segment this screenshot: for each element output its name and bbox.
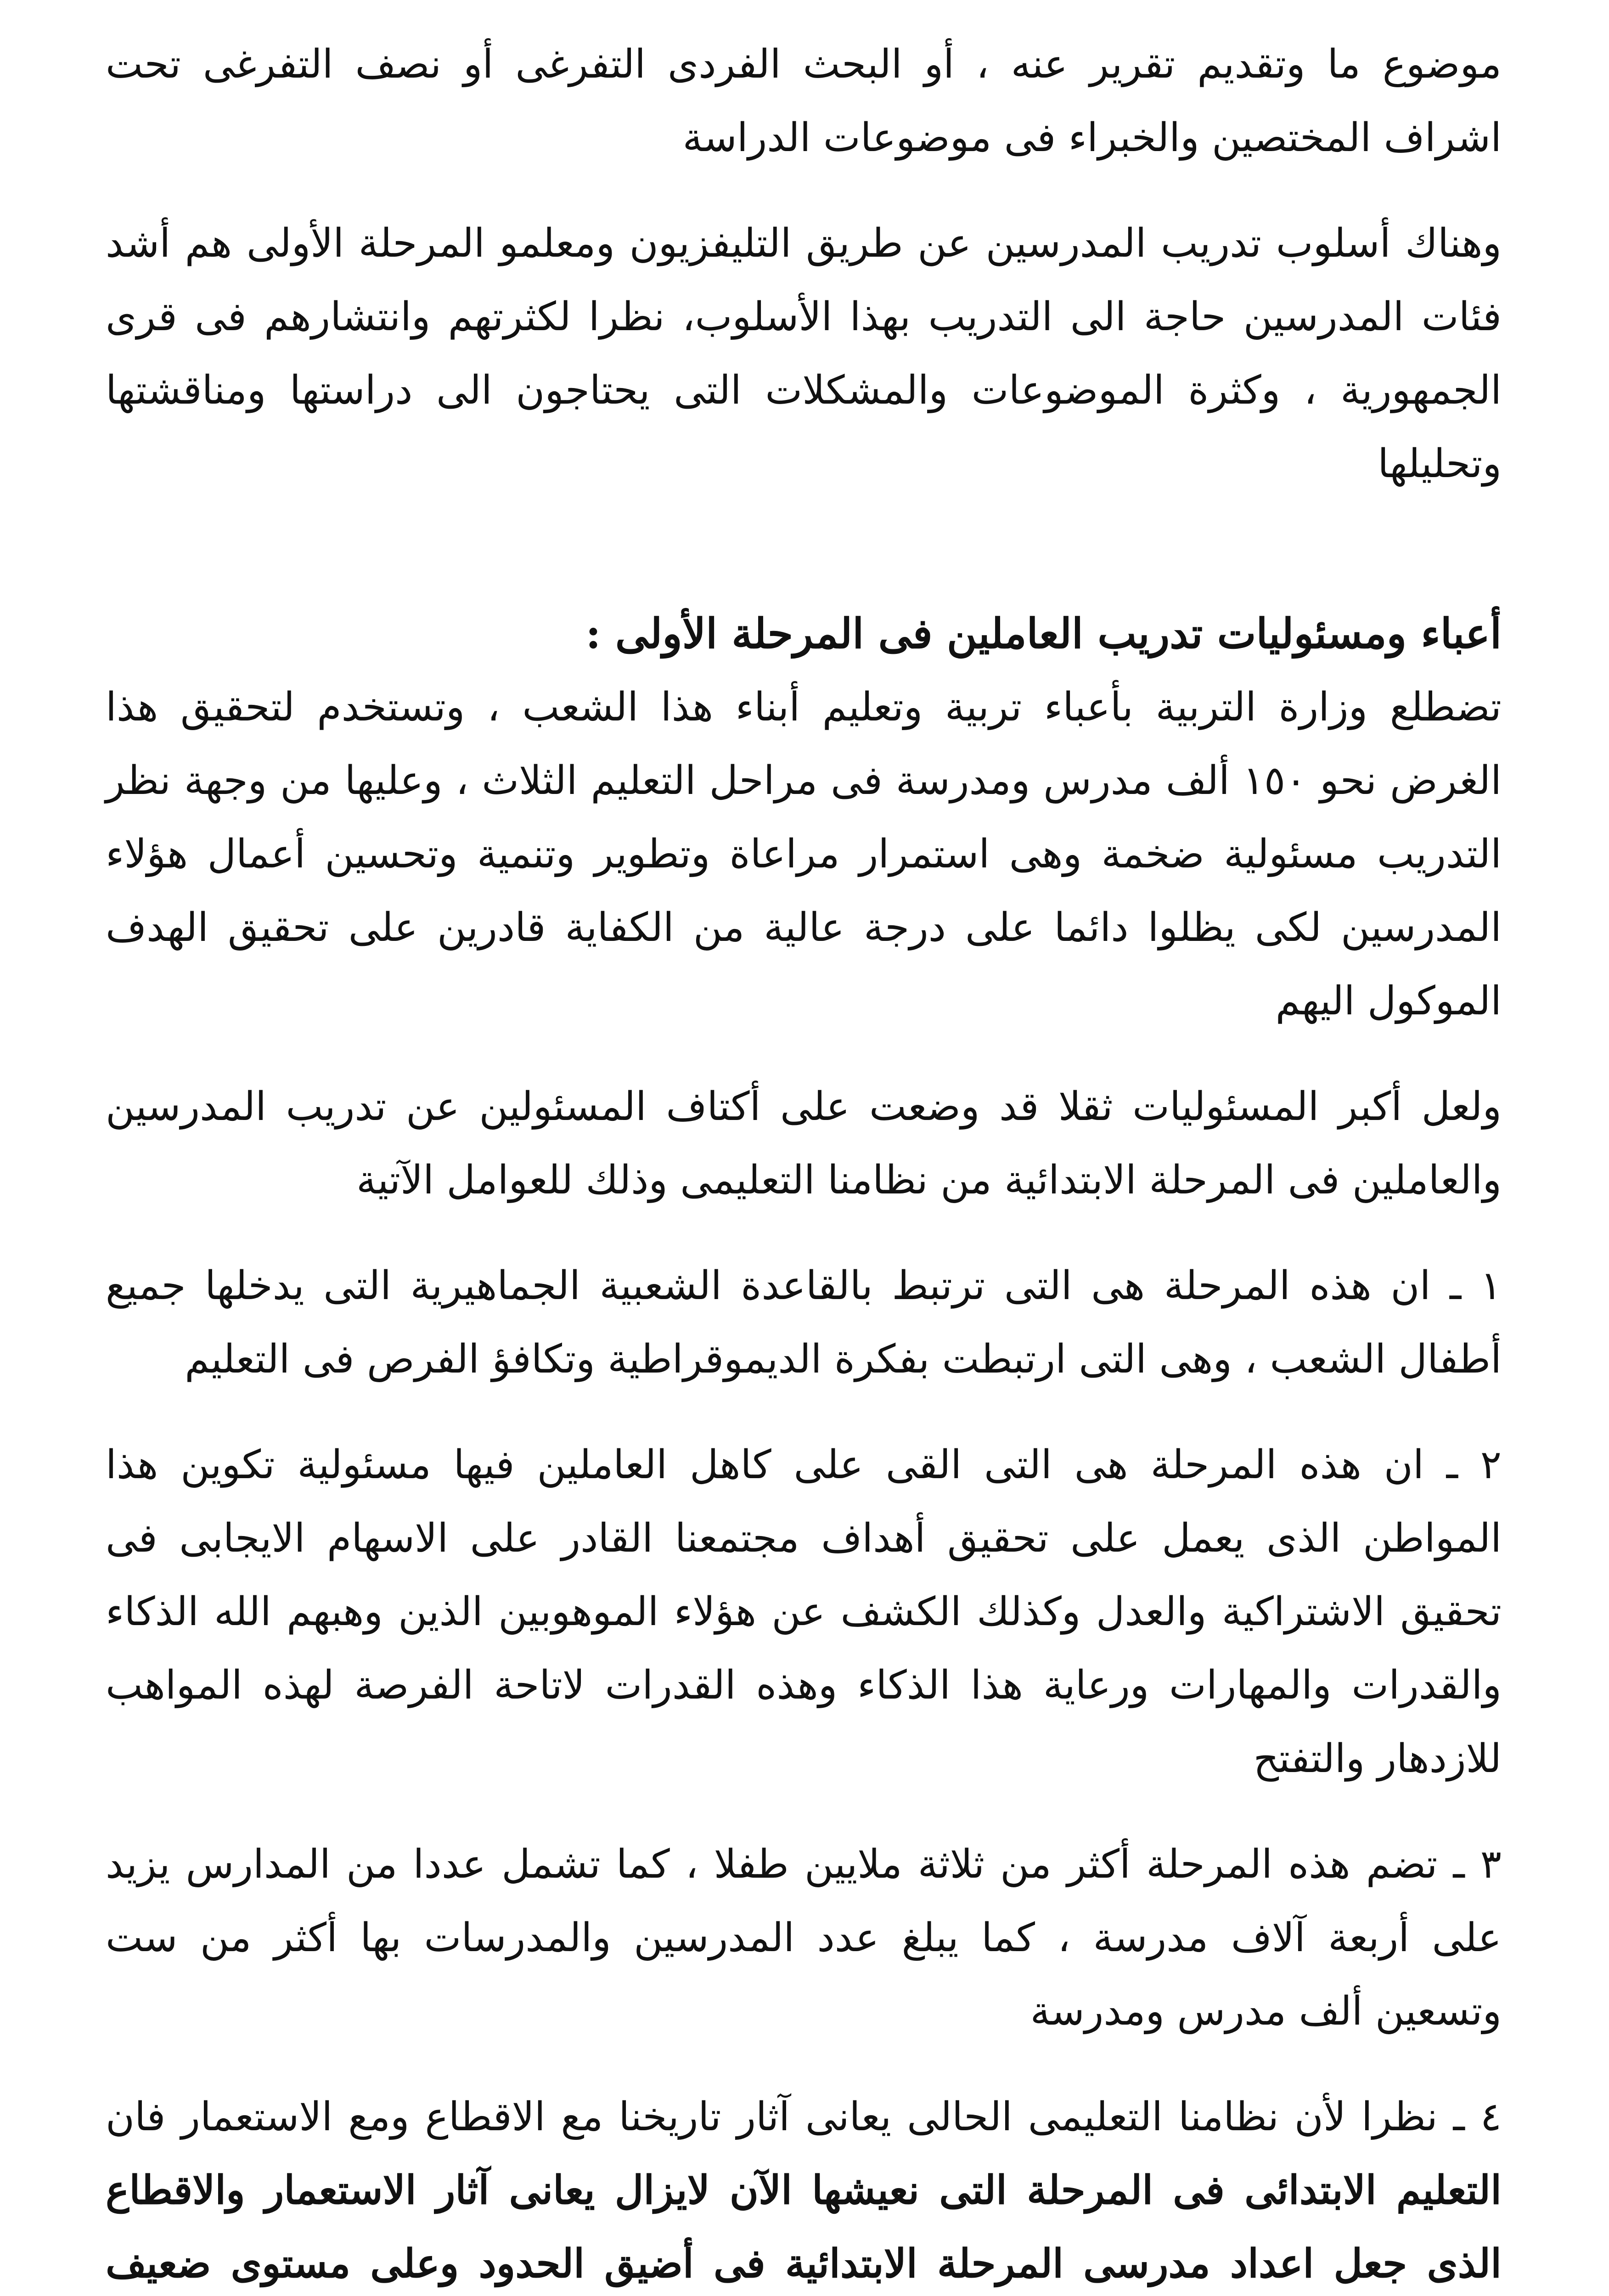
list-item-2-number: ٢ ـ bbox=[1423, 1442, 1502, 1488]
list-item-1: ١ ـ ان هذه المرحلة هى التى ترتبط بالقاعدة الشعبية الجماهيرية التى يدخلها جميع أطفال الشعب ، وهى التى ارتبطت بفكرة الديموقراطية وتكافؤ الفرص فى التعليم bbox=[106, 1263, 1502, 1382]
list-item-4 bbox=[106, 2080, 1502, 2296]
list-item-2-text: ان هذه المرحلة هى التى القى على كاهل العاملين فيها مسئولية تكوين هذا المواطن الذى يعمل على تحقيق أهداف مجتمعنا القادر على الاسهام الايجابى فى تحقيق الاشتراكية والعدل وكذلك الكشف عن هؤلاء الموهوبين الذين وهبهم الله الذكاء والقدرات والمهارات ورعاية هذا الذكاء وهذه القدرات لاتاحة الفرصة لهذه المواهب للازدهار والتفتح bbox=[106, 1442, 1502, 1782]
paragraph-responsibilities: ولعل أكبر المسئوليات ثقلا قد وضعت على أكتاف المسئولين عن تدريب المدرسين والعاملين فى المرحلة الابتدائية من نظامنا التعليمى وذلك للعوامل الآتية bbox=[106, 1084, 1502, 1203]
list-item-3: ٣ ـ تضم هذه المرحلة أكثر من ثلاثة ملايين طفلا ، كما تشمل عددا من المدارس يزيد على أربعة آلاف مدرسة ، كما يبلغ عدد المدرسين والمدرسات بها أكثر من ست وتسعين ألف مدرس ومدرسة bbox=[106, 1841, 1502, 2034]
list-item-4-emphasis: التعليم الابتدائى فى المرحلة التى نعيشها الآن لايزال يعانى آثار الاستعمار والاقطاع الذى جعل اعداد مدرسى المرحلة الابتدائية فى أضيق الحدود وعلى مستوى ضعيف bbox=[106, 2167, 1502, 2287]
paragraph-tv-training: وهناك أسلوب تدريب المدرسين عن طريق التليفزيون ومعلمو المرحلة الأولى هم أشد فئات المدرسين حاجة الى التدريب بهذا الأسلوب، نظرا لكثرتهم وانتشارهم فى قرى الجمهورية ، وكثرة الموضوعات والمشكلات التى يحتاجون الى دراستها ومناقشتها وتحليلها bbox=[106, 220, 1502, 487]
list-item-4-intro: ٤ ـ نظرا لأن نظامنا التعليمى الحالى يعانى آثار تاريخنا مع الاقطاع ومع الاستعمار فان bbox=[106, 2094, 1502, 2140]
paragraph-ministry-duties: تضطلع وزارة التربية بأعباء تربية وتعليم أبناء هذا الشعب ، وتستخدم لتحقيق هذا الغرض نحو ١٥٠ ألف مدرس ومدرسة فى مراحل التعليم الثلاث ، وعليها من وجهة نظر التدريب مسئولية ضخمة وهى استمرار مراعاة وتطوير وتنمية وتحسين أعمال هؤلاء المدرسين لكى يظلوا دائما على درجة عالية من الكفاية قادرين على تحقيق الهدف الموكول اليهم bbox=[106, 684, 1502, 1024]
paragraph-intro-continuation: موضوع ما وتقديم تقرير عنه ، أو البحث الفردى التفرغى أو نصف التفرغى تحت اشراف المختصين والخبراء فى موضوعات الدراسة bbox=[106, 41, 1502, 161]
list-item-2 bbox=[106, 1428, 1502, 1795]
document-page bbox=[106, 28, 1502, 2296]
section-heading: أعباء ومسئوليات تدريب العاملين فى المرحلة الأولى : bbox=[585, 609, 1502, 658]
